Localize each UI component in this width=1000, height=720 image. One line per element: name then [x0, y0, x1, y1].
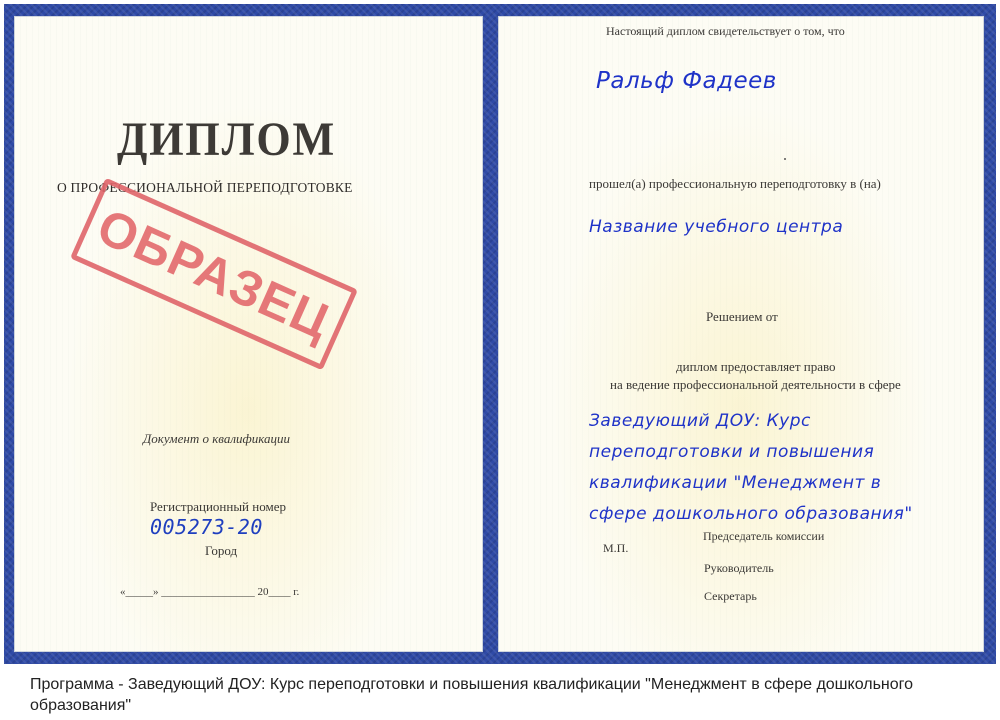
secretary-label: Секретарь	[704, 589, 757, 603]
program-line: квалификации "Менеджмент в	[589, 473, 882, 493]
sample-stamp: ОБРАЗЕЦ	[70, 178, 358, 371]
city-label: Город	[205, 543, 238, 558]
certifies-header: Настоящий диплом свидетельствует о том, что	[606, 24, 845, 38]
grants-right-label: диплом предоставляет право	[676, 359, 836, 374]
training-center-name: Название учебного центра	[589, 217, 844, 237]
professional-field-label: на ведение профессиональной деятельности в сфере	[610, 377, 901, 392]
stamp-place-label: М.П.	[603, 541, 629, 555]
decision-label: Решением от	[706, 309, 778, 324]
head-label: Руководитель	[704, 561, 774, 575]
commission-chair-label: Председатель комиссии	[703, 529, 825, 543]
program-line: Заведующий ДОУ: Курс	[589, 411, 811, 431]
decorative-dot	[784, 158, 786, 160]
program-line: переподготовки и повышения	[589, 442, 875, 462]
diploma-right-page	[498, 16, 984, 652]
recipient-name: Ральф Фадеев	[596, 68, 777, 94]
diploma-title: ДИПЛОМ	[117, 113, 337, 166]
document-qualification-label: Документ о квалификации	[143, 431, 290, 446]
diploma-subtitle: О ПРОФЕССИОНАЛЬНОЙ ПЕРЕПОДГОТОВКЕ	[57, 180, 353, 195]
registration-number-label: Регистрационный номер	[150, 499, 286, 514]
program-line: сфере дошкольного образования"	[589, 504, 913, 524]
registration-number: 005273-20	[150, 515, 263, 539]
date-line: «_____» _________________ 20____ г.	[120, 586, 300, 598]
program-caption: Программа - Заведующий ДОУ: Курс переподготовки и повышения квалификации "Менеджмент в сфере дошкольного образования"	[30, 676, 914, 714]
passed-training-label: прошел(а) профессиональную переподготовку в (на)	[589, 176, 881, 191]
program-name	[589, 406, 913, 530]
